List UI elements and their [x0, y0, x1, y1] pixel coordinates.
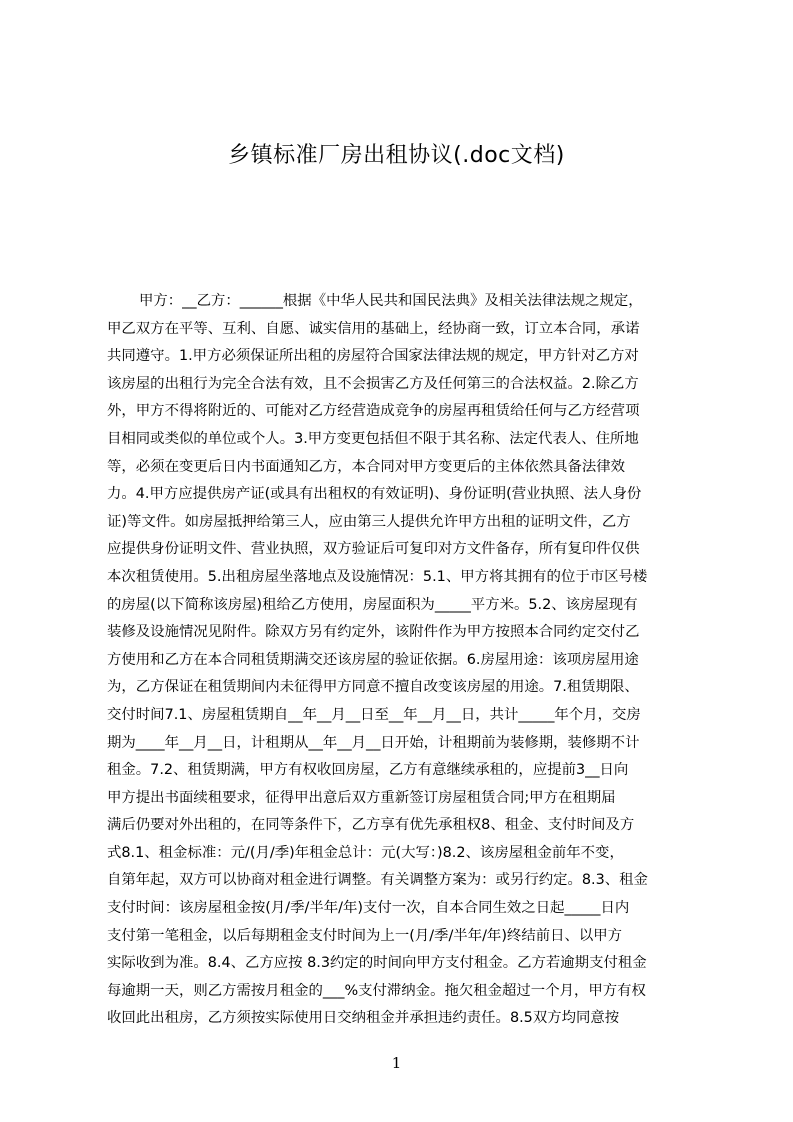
body-line: 租金。7.2、租赁期满，甲方有权收回房屋，乙方有意继续承租的，应提前3__日向 — [107, 762, 629, 779]
body-line: 实际收到为准。8.4、乙方应按 8.3约定的时间向甲方支付租金。乙方若逾期支付租金 — [107, 955, 647, 972]
body-line: 方使用和乙方在本合同租赁期满交还该房屋的验证依据。6.房屋用途：该项房屋用途 — [107, 651, 639, 668]
body-line: 式8.1、租金标准：元/(月/季)年租金总计：元(大写：)8.2、该房屋租金前年不变， — [107, 844, 624, 861]
body-line: 目相同或类似的单位或个人。3.甲方变更包括但不限于其名称、法定代表人、住所地 — [107, 430, 639, 447]
body-line: 共同遵守。1.甲方必须保证所出租的房屋符合国家法律法规的规定，甲方针对乙方对 — [107, 348, 639, 365]
body-line: 该房屋的出租行为完全合法有效，且不会损害乙方及任何第三的合法权益。2.除乙方 — [107, 375, 639, 392]
body-line: 应提供身份证明文件、营业执照，双方验证后可复印对方文件备存，所有复印件仅供 — [107, 541, 640, 558]
body-line: 每逾期一天，则乙方需按月租金的___%支付滞纳金。拖欠租金超过一个月，甲方有权 — [107, 982, 646, 999]
body-line: 等，必须在变更后日内书面通知乙方，本合同对甲方变更后的主体依然具备法律效 — [107, 458, 626, 475]
body-line: 为，乙方保证在租赁期间内未征得甲方同意不擅自改变该房屋的用途。7.租赁期限、 — [107, 679, 639, 696]
document-body — [107, 288, 697, 1033]
body-line: 交付时间7.1、房屋租赁期自__年__月__日至__年__月__日，共计_____年个月，交房 — [107, 706, 641, 723]
body-line: 支付时间：该房屋租金按(月/季/半年/年)支付一次，自本合同生效之日起_____日内 — [107, 900, 630, 917]
body-line: 甲方：__乙方：______根据《中华人民共和国民法典》及相关法律法规之规定， — [139, 293, 643, 309]
body-line: 甲乙双方在平等、互利、自愿、诚实信用的基础上，经协商一致，订立本合同，承诺 — [107, 320, 640, 337]
body-line: 装修及设施情况见附件。除双方另有约定外，该附件作为甲方按照本合同约定交付乙 — [107, 624, 640, 641]
body-line: 期为____年__月__日，计租期从__年__月__日开始，计租期前为装修期，装修期不计 — [107, 734, 640, 751]
body-line: 自第年起，双方可以协商对租金进行调整。有关调整方案为：或另行约定。8.3、租金 — [107, 872, 648, 889]
body-line: 外，甲方不得将附近的、可能对乙方经营造成竞争的房屋再租赁给任何与乙方经营项 — [107, 403, 640, 420]
document-title: 乡镇标准厂房出租协议(.doc文档) — [228, 143, 565, 168]
body-line: 证)等文件。如房屋抵押给第三人，应由第三人提供允许甲方出租的证明文件，乙方 — [107, 513, 631, 530]
page-number: 1 — [391, 1054, 402, 1072]
body-line: 的房屋(以下简称该房屋)租给乙方使用，房屋面积为_____平方米。5.2、该房屋现有 — [107, 596, 638, 613]
body-line: 力。4.甲方应提供房产证(或具有出租权的有效证明)、身份证明(营业执照、法人身份 — [107, 486, 642, 503]
body-line: 甲方提出书面续租要求，征得甲出意后双方重新签订房屋租赁合同;甲方在租期届 — [107, 789, 616, 806]
body-line: 收回此出租房，乙方须按实际使用日交纳租金并承担违约责任。8.5双方均同意按 — [107, 1010, 620, 1027]
body-line: 支付第一笔租金，以后每期租金支付时间为上一(月/季/半年/年)终结前日、以甲方 — [107, 927, 623, 944]
body-line: 本次租赁使用。5.出租房屋坐落地点及设施情况：5.1、甲方将其拥有的位于市区号楼 — [107, 568, 648, 585]
body-line: 满后仍要对外出租的，在同等条件下，乙方享有优先承租权8、租金、支付时间及方 — [107, 817, 635, 834]
